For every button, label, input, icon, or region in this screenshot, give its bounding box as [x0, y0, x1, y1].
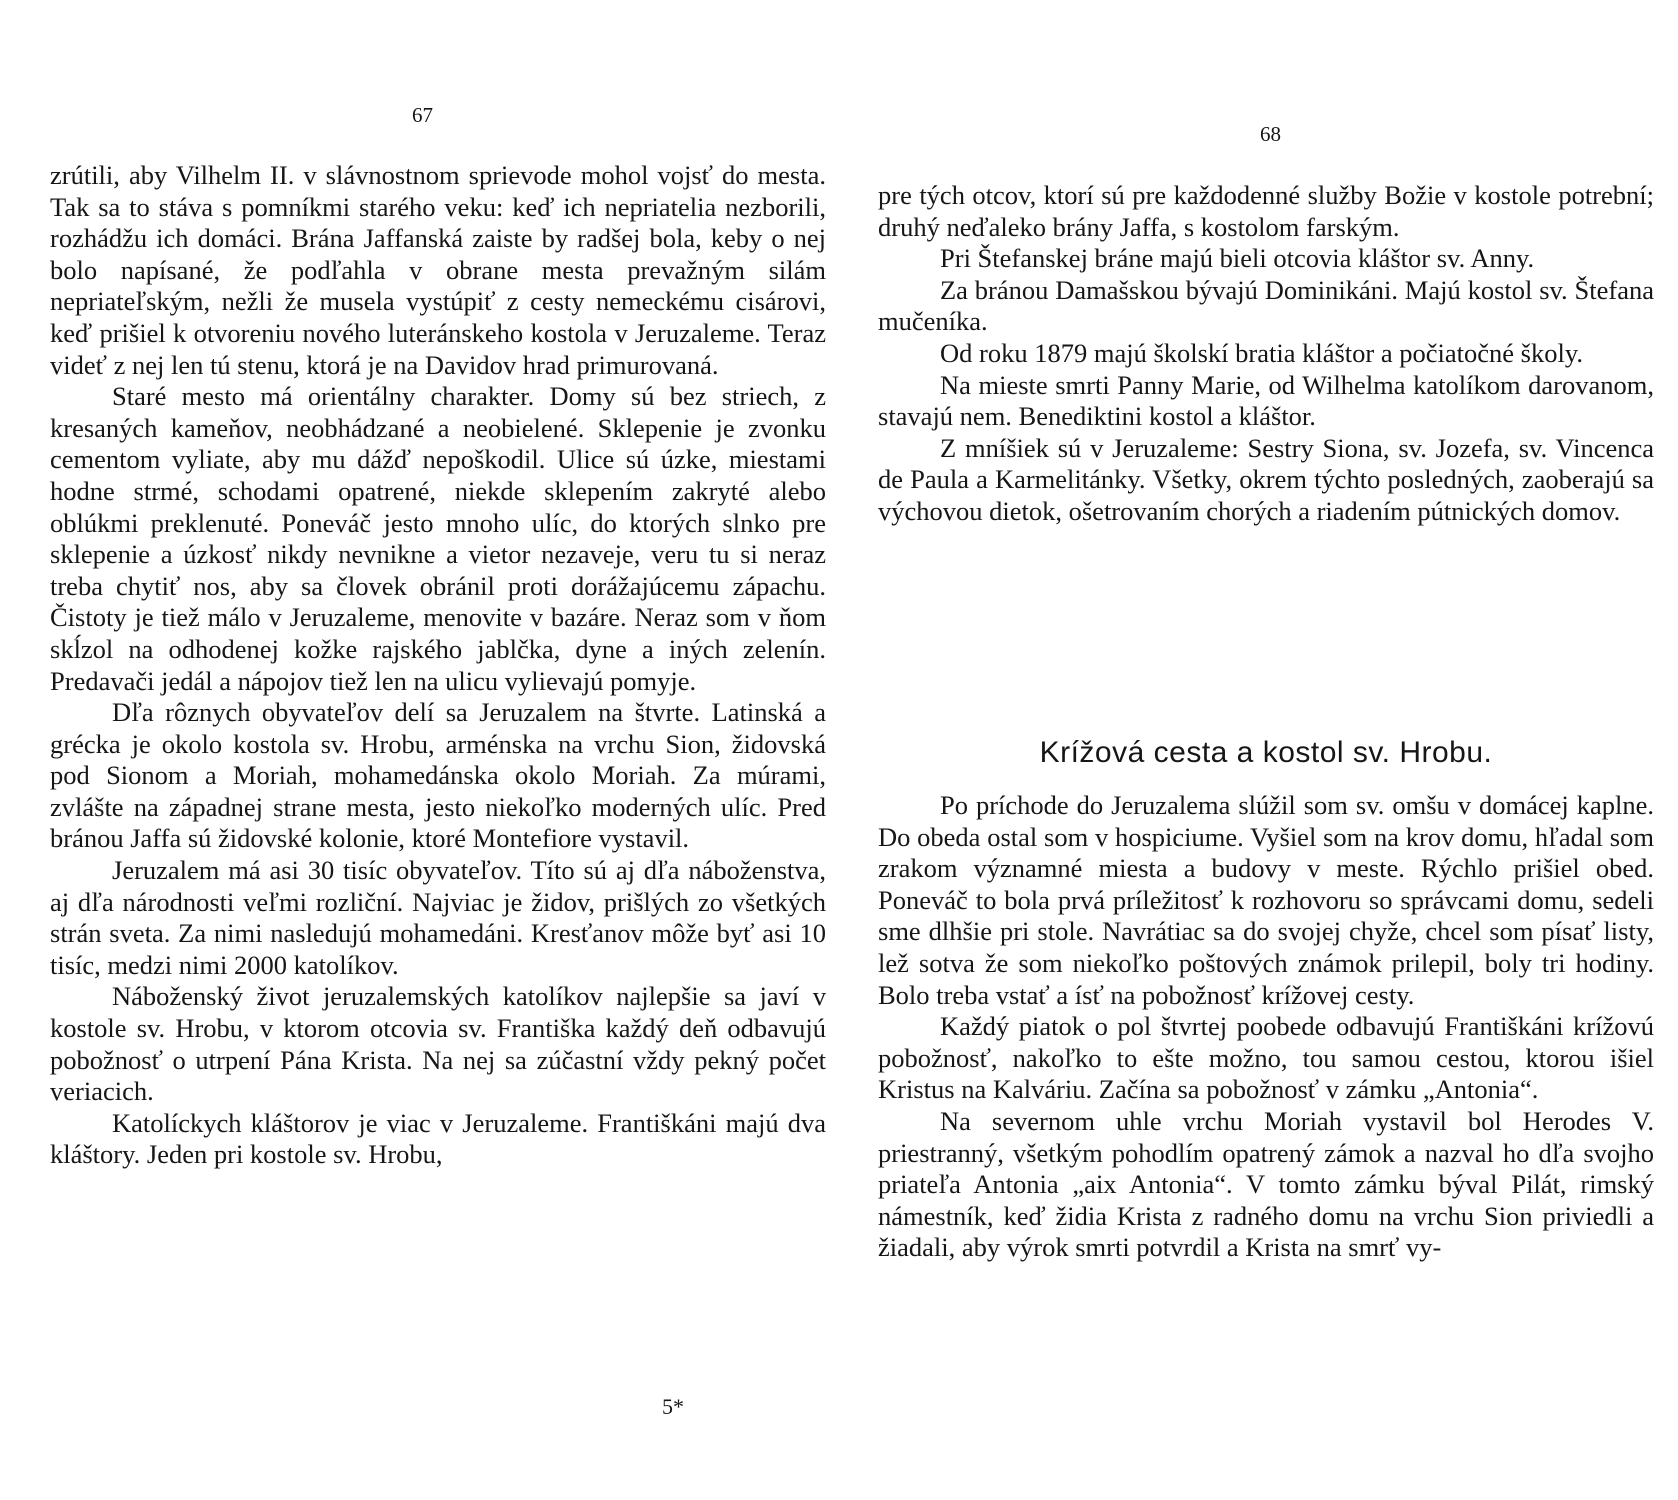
paragraph: Od roku 1879 majú školskí bratia kláštor a počiatočné školy. — [940, 337, 1583, 368]
paragraph: pre tých otcov, ktorí sú pre každodenné služby Božie v kostole potrební; druhý neďaleko brány Jaffa, s kostolom farským. — [878, 180, 1654, 242]
paragraph: Na severnom uhle vrchu Moriah vystavil bol Herodes V. priestranný, všetkým pohodlím opatrený zámok a nazval ho dľa svojho priateľa Antonia „aix Antonia“. V tomto zámku býval Pilát, rimský námestník, keď židia Krista z radného domu na vrchu Sion priviedli a žiadali, aby výrok smrti potvrdil a Krista na smrť vy- — [878, 1105, 1654, 1263]
page-number: 68 — [1260, 122, 1281, 146]
paragraph: Z mníšiek sú v Jeruzaleme: Sestry Siona, sv. Jozefa, sv. Vincenca de Paula a Karmelitánky. Všetky, okrem týchto posledných, zaoberajú sa výchovou dietok, ošetrovaním chorých a riadením pútnických domov. — [878, 432, 1654, 526]
paragraph: Jeruzalem má asi 30 tisíc obyvateľov. Títo sú aj dľa náboženstva, aj dľa národnosti veľmi rozliční. Najviac je židov, prišlých zo všetkých strán sveta. Za nimi nasledujú mohamedáni. Kresťanov môže byť asi 10 tisíc, medzi nimi 2000 katolíkov. — [50, 855, 826, 980]
page-number: 67 — [412, 103, 433, 127]
left-page — [20, 0, 826, 1500]
right-page-body-top — [878, 180, 1654, 528]
paragraph: Po príchode do Jeruzalema slúžil som sv. omšu v domácej kaplne. Do obeda ostal som v hospiciume. Vyšiel som na krov domu, hľadal som zrakom významné miesta a budovy v meste. Rýchlo prišiel obed. Poneváč to bola prvá príležitosť k rozhovoru so správcami domu, sedeli sme dlhšie pri stole. Navrátiac sa do svojej chyže, chcel som písať listy, lež sotva že som niekoľko poštových známok prilepil, boly tri hodiny. Bolo treba vstať a ísť na pobožnosť krížovej cesty. — [878, 790, 1654, 1010]
section-heading: Krížová cesta a kostol sv. Hrobu. — [1039, 736, 1493, 769]
right-page — [858, 0, 1658, 1500]
paragraph: Katolíckych kláštorov je viac v Jeruzaleme. Františkáni majú dva kláštory. Jeden pri kostole sv. Hrobu, — [50, 1107, 826, 1170]
paragraph: Každý piatok o pol štvrtej poobede odbavujú Františkáni krížovú pobožnosť, nakoľko to ešte možno, tou samou cestou, ktorou išiel Kristus na Kalváriu. Začína sa pobožnosť v zámku „Antonia“. — [878, 1011, 1654, 1105]
paragraph: Na mieste smrti Panny Marie, od Wilhelma katolíkom darovanom, stavajú nem. Benediktini kostol a kláštor. — [878, 369, 1654, 432]
paragraph: Pri Štefanskej bráne majú bieli otcovia kláštor sv. Anny. — [940, 243, 1535, 274]
right-page-body-bottom — [878, 790, 1654, 1264]
left-page-body — [50, 160, 826, 1171]
printer-signature-mark: 5* — [662, 1394, 684, 1419]
paragraph: Náboženský život jeruzalemských katolíkov najlepšie sa javí v kostole sv. Hrobu, v ktorom otcovia sv. Františka každý deň odbavujú pobožnosť o utrpení Pána Krista. Na nej sa zúčastní vždy pekný počet veriacich. — [50, 981, 826, 1107]
paragraph: Za bránou Damašskou bývajú Dominikáni. Majú kostol sv. Štefana mučeníka. — [878, 274, 1654, 337]
paragraph: Dľa rôznych obyvateľov delí sa Jeruzalem na štvrte. Latinská a grécka je okolo kostola sv. Hrobu, arménska na vrchu Sion, židovská pod Sionom a Moriah, mohamedánska okolo Moriah. Za múrami, zvlášte na západnej strane mesta, jesto niekoľko moderných ulíc. Pred bránou Jaffa sú židovské kolonie, ktoré Montefiore vystavil. — [50, 697, 826, 854]
paragraph: zrútili, aby Vilhelm II. v slávnostnom sprievode mohol vojsť do mesta. Tak sa to stáva s pomníkmi starého veku: keď ich nepriatelia nezborili, rozhádžu ich domáci. Brána Jaffanská zaiste by radšej bola, keby o nej bolo napísané, že podľahla v obrane mesta prevažným silám nepriateľským, nežli že musela vystúpiť z cesty nemeckému cisárovi, keď prišiel k otvoreniu nového luteránskeho kostola v Jeruzaleme. Teraz videť z nej len tú stenu, ktorá je na Davidov hrad primurovaná. — [50, 160, 826, 380]
paragraph: Staré mesto má orientálny charakter. Domy sú bez striech, z kresaných kameňov, neobhádzané a neobielené. Sklepenie je zvonku cementom vyliate, aby mu dážď nepoškodil. Ulice sú úzke, miestami hodne strmé, schodami opatrené, niekde sklepením zakryté alebo oblúkmi preklenuté. Poneváč jesto mnoho ulíc, do ktorých slnko pre sklepenie a úzkosť nikdy nevnikne a vietor nezaveje, veru tu si neraz treba chytiť nos, aby sa človek obránil proti dorážajúcemu zápachu. Čistoty je tiež málo v Jeruzaleme, menovite v bazáre. Neraz som v ňom skĺzol na odhodenej kožke rajského jablčka, dyne a iných zelenín. Predavači jedál a nápojov tiež len na ulicu vylievajú pomyje. — [50, 381, 826, 696]
